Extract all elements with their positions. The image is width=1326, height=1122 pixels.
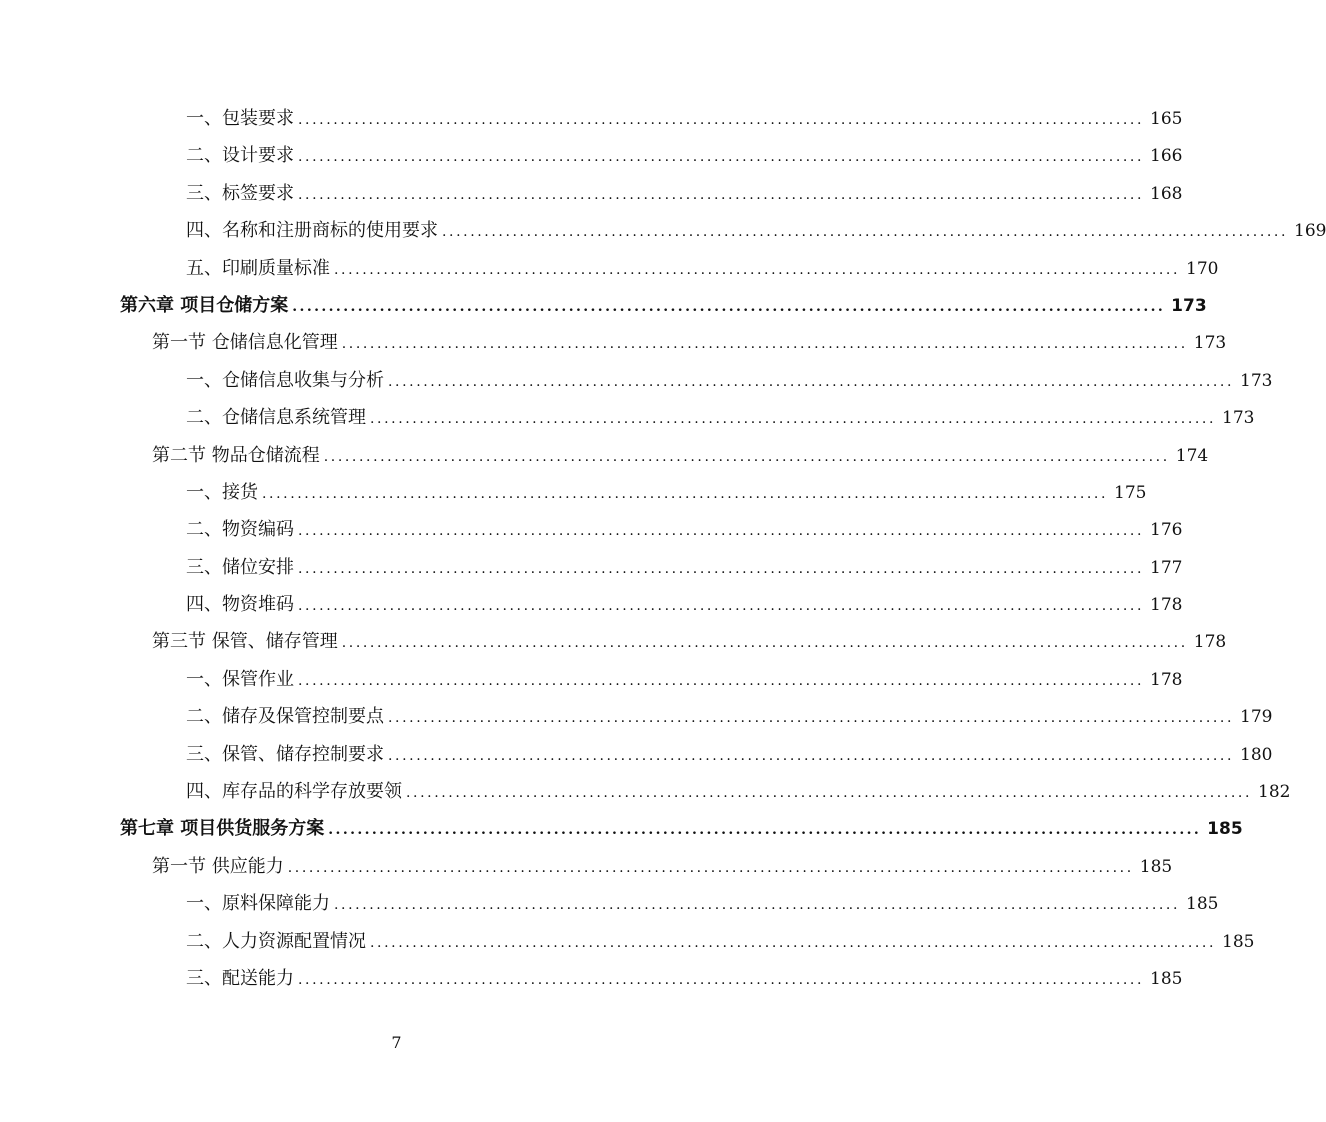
toc-entry-line [186, 182, 1183, 206]
toc-entry-page-number: 169 [1294, 221, 1326, 242]
toc-entry-line [186, 145, 1183, 168]
toc-subsection-entry[interactable] [0, 474, 1147, 511]
toc-subsection-entry[interactable] [0, 736, 1273, 773]
toc-entry-line [186, 257, 1219, 281]
toc-entry-page-number: 182 [1258, 782, 1291, 803]
toc-subsection-entry[interactable] [0, 885, 1219, 922]
toc-entry-title: 三、储位安排 [186, 556, 294, 578]
toc-dot-leader: ........................................................................................................................ [298, 523, 1145, 540]
toc-entry-line [152, 444, 1209, 468]
toc-entry-title: 一、保管作业 [186, 668, 294, 690]
toc-entry-line [120, 294, 1207, 318]
toc-entry-line [186, 781, 1291, 804]
toc-entry-page-number: 166 [1150, 146, 1183, 167]
toc-dot-leader: ........................................................................................................................ [388, 373, 1235, 390]
toc-dot-leader: ........................................................................................................................ [442, 224, 1289, 241]
toc-subsection-entry[interactable] [0, 250, 1219, 287]
toc-entry-line [186, 743, 1273, 767]
toc-entry-line [186, 519, 1183, 542]
toc-chapter-entry[interactable] [0, 287, 1207, 324]
toc-entry-title: 二、设计要求 [186, 145, 294, 167]
toc-entry-title: 五、印刷质量标准 [186, 257, 330, 279]
toc-dot-leader: ........................................................................................................................ [298, 672, 1145, 689]
toc-entry-title: 三、标签要求 [186, 182, 294, 204]
toc-entry-line [186, 556, 1183, 580]
toc-subsection-entry[interactable] [0, 137, 1183, 174]
toc-entry-title: 三、保管、储存控制要求 [186, 743, 384, 765]
toc-dot-leader: ........................................................................................................................ [292, 298, 1166, 315]
toc-dot-leader: ........................................................................................................................ [323, 448, 1170, 465]
toc-section-entry[interactable] [0, 324, 1227, 361]
toc-subsection-entry[interactable] [0, 549, 1183, 586]
toc-subsection-entry[interactable] [0, 661, 1183, 698]
toc-entry-line [186, 220, 1326, 243]
toc-entry-title: 四、库存品的科学存放要领 [186, 781, 402, 803]
toc-entry-line [186, 930, 1255, 954]
toc-dot-leader: ........................................................................................................................ [298, 186, 1145, 203]
toc-entry-line [186, 407, 1255, 430]
toc-entry-page-number: 185 [1150, 968, 1183, 989]
toc-entry-title: 三、配送能力 [186, 967, 294, 989]
toc-dot-leader: ........................................................................................................................ [370, 934, 1217, 951]
toc-section-entry[interactable] [0, 848, 1173, 885]
toc-entry-page-number: 185 [1222, 931, 1255, 952]
toc-entry-title: 一、原料保障能力 [186, 893, 330, 915]
toc-entry-title: 二、储存及保管控制要点 [186, 706, 384, 728]
page-number: 7 [391, 1033, 402, 1052]
toc-entry-page-number: 165 [1150, 109, 1183, 129]
toc-dot-leader: ........................................................................................................................ [388, 710, 1235, 727]
toc-entry-page-number: 174 [1175, 445, 1209, 466]
toc-entry-line [186, 594, 1183, 617]
toc-entry-page-number: 176 [1150, 520, 1183, 541]
toc-dot-leader: ........................................................................................................................ [298, 149, 1145, 166]
toc-chapter-entry[interactable] [0, 810, 1243, 847]
toc-entry-title: 二、人力资源配置情况 [186, 930, 366, 952]
toc-entry-line [186, 668, 1183, 692]
toc-entry-page-number: 170 [1186, 258, 1219, 279]
toc-subsection-entry[interactable] [0, 698, 1273, 735]
toc-dot-leader: ........................................................................................................................ [370, 411, 1217, 428]
toc-dot-leader: ........................................................................................................................ [262, 485, 1109, 502]
toc-dot-leader: ........................................................................................................................ [341, 635, 1188, 652]
toc-entry-title: 四、名称和注册商标的使用要求 [186, 220, 438, 242]
toc-entry-page-number: 173 [1193, 333, 1227, 354]
toc-entry-title: 二、物资编码 [186, 519, 294, 541]
toc-entry-line [152, 855, 1173, 879]
toc-entry-line [186, 108, 1183, 131]
toc-section-entry[interactable] [0, 437, 1209, 474]
toc-entry-line [152, 631, 1227, 654]
toc-entry-title: 第一节 供应能力 [152, 855, 284, 877]
toc-dot-leader: ........................................................................................................................ [298, 112, 1145, 128]
toc-entry-page-number: 168 [1150, 183, 1183, 204]
toc-entry-title: 第三节 保管、储存管理 [152, 631, 338, 653]
toc-entry-page-number: 179 [1240, 707, 1273, 728]
toc-entry-page-number: 175 [1114, 482, 1147, 503]
toc-entry-line [186, 706, 1273, 729]
toc-entry-line [186, 481, 1147, 505]
toc-entry-title: 四、物资堆码 [186, 594, 294, 616]
toc-entry-line [152, 332, 1227, 355]
toc-dot-leader: ........................................................................................................................ [334, 261, 1181, 278]
table-of-contents [0, 100, 1326, 997]
toc-dot-leader: ........................................................................................................................ [388, 747, 1235, 764]
toc-entry-page-number: 173 [1171, 295, 1207, 316]
toc-dot-leader: ........................................................................................................................ [298, 560, 1145, 577]
toc-dot-leader: ........................................................................................................................ [341, 336, 1188, 353]
toc-entry-title: 一、包装要求 [186, 108, 294, 129]
toc-dot-leader: ........................................................................................................................ [298, 598, 1145, 615]
toc-subsection-entry[interactable] [0, 511, 1183, 548]
toc-entry-page-number: 180 [1240, 744, 1273, 765]
toc-entry-page-number: 173 [1240, 370, 1273, 391]
toc-subsection-entry[interactable] [0, 212, 1326, 249]
toc-entry-line [186, 893, 1219, 916]
toc-subsection-entry[interactable] [0, 923, 1255, 960]
toc-entry-page-number: 178 [1193, 632, 1227, 653]
toc-entry-title: 第七章 项目供货服务方案 [120, 818, 325, 840]
toc-entry-title: 二、仓储信息系统管理 [186, 407, 366, 429]
toc-subsection-entry[interactable] [0, 586, 1183, 623]
toc-subsection-entry[interactable] [0, 175, 1183, 212]
toc-entry-page-number: 185 [1139, 856, 1173, 877]
toc-subsection-entry[interactable] [0, 100, 1183, 137]
toc-entry-line [120, 818, 1243, 841]
toc-entry-title: 一、仓储信息收集与分析 [186, 369, 384, 391]
toc-subsection-entry[interactable] [0, 960, 1183, 997]
toc-entry-page-number: 178 [1150, 669, 1183, 690]
toc-entry-page-number: 173 [1222, 408, 1255, 429]
toc-entry-page-number: 185 [1207, 819, 1243, 840]
toc-entry-page-number: 177 [1150, 557, 1183, 578]
toc-subsection-entry[interactable] [0, 773, 1291, 810]
toc-dot-leader: ........................................................................................................................ [334, 897, 1181, 914]
toc-dot-leader: ........................................................................................................................ [406, 785, 1253, 802]
toc-entry-line [186, 967, 1183, 991]
toc-entry-page-number: 185 [1186, 894, 1219, 915]
toc-subsection-entry[interactable] [0, 362, 1273, 399]
toc-section-entry[interactable] [0, 623, 1227, 660]
toc-entry-line [186, 369, 1273, 393]
toc-entry-title: 第六章 项目仓储方案 [120, 294, 289, 316]
toc-dot-leader: ........................................................................................................................ [287, 859, 1134, 876]
toc-entry-page-number: 178 [1150, 595, 1183, 616]
toc-entry-title: 一、接货 [186, 481, 258, 503]
toc-entry-title: 第一节 仓储信息化管理 [152, 332, 338, 354]
toc-subsection-entry[interactable] [0, 399, 1255, 436]
toc-dot-leader: ........................................................................................................................ [328, 822, 1202, 839]
toc-entry-title: 第二节 物品仓储流程 [152, 444, 320, 466]
toc-dot-leader: ........................................................................................................................ [298, 971, 1145, 988]
